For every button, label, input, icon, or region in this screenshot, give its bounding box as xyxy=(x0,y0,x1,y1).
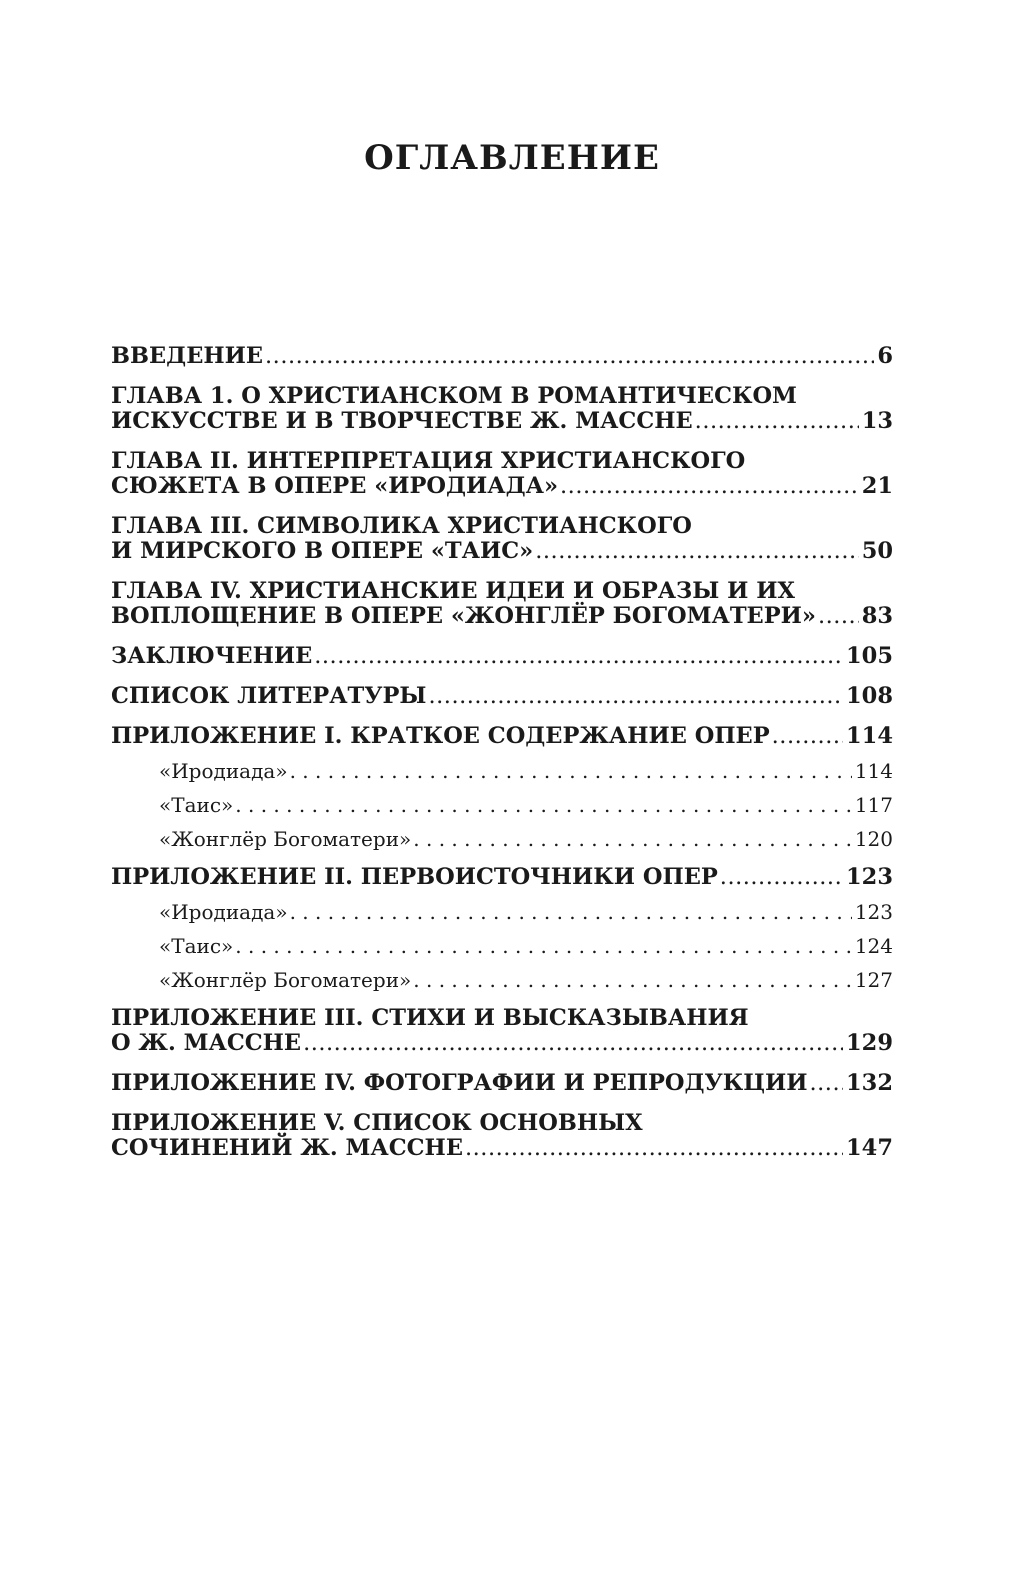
toc-subentry-title: «Жонглёр Богоматери» xyxy=(159,968,412,992)
dot-leader xyxy=(235,935,852,957)
toc-entry-title: ГЛАВА 1. О ХРИСТИАНСКОМ В РОМАНТИЧЕСКОМ xyxy=(111,383,797,409)
toc-page-number: 13 xyxy=(861,408,893,434)
toc-entry-title: ВОПЛОЩЕНИЕ В ОПЕРЕ «ЖОНГЛЁР БОГОМАТЕРИ» xyxy=(111,603,816,629)
toc-entry-title: ГЛАВА III. СИМВОЛИКА ХРИСТИАНСКОГО xyxy=(111,513,692,539)
toc-subentry-title: «Жонглёр Богоматери» xyxy=(159,827,412,851)
toc-subentry-page-number: 117 xyxy=(854,793,893,817)
toc-entry-title: ПРИЛОЖЕНИЕ IV. ФОТОГРАФИИ И РЕПРОДУКЦИИ xyxy=(111,1070,808,1096)
toc-entry xyxy=(111,449,893,499)
toc-subentry xyxy=(111,969,893,991)
dot-leader xyxy=(720,865,843,890)
toc-entry-line-last xyxy=(111,604,893,629)
toc-page-number: 147 xyxy=(846,1135,893,1161)
dot-leader xyxy=(265,344,874,369)
toc-entry-title: СЮЖЕТА В ОПЕРЕ «ИРОДИАДА» xyxy=(111,473,559,499)
toc-page-number: 83 xyxy=(861,603,893,629)
toc-page-number: 114 xyxy=(846,723,893,749)
dot-leader xyxy=(695,409,859,434)
toc-entry-line xyxy=(111,449,893,474)
toc-entry-title: О Ж. МАССНЕ xyxy=(111,1030,302,1056)
toc-entry-title: ПРИЛОЖЕНИЕ I. КРАТКОЕ СОДЕРЖАНИЕ ОПЕР xyxy=(111,723,770,749)
toc-entry xyxy=(111,384,893,434)
toc-entry xyxy=(111,1111,893,1161)
toc-entry-line-last xyxy=(111,644,893,669)
dot-leader xyxy=(290,760,852,782)
toc-page-number: 132 xyxy=(846,1070,893,1096)
toc-entry xyxy=(111,344,893,369)
toc-entry-title: ГЛАВА II. ИНТЕРПРЕТАЦИЯ ХРИСТИАНСКОГО xyxy=(111,448,746,474)
toc-subentry-page-number: 124 xyxy=(854,934,893,958)
toc-entry-title: И МИРСКОГО В ОПЕРЕ «ТАИС» xyxy=(111,538,534,564)
dot-leader xyxy=(810,1071,844,1096)
toc-page-number: 105 xyxy=(846,643,893,669)
toc-subentry-title: «Иродиада» xyxy=(159,759,288,783)
toc-page-number: 21 xyxy=(861,473,893,499)
toc-entry-line-last xyxy=(111,539,893,564)
toc-page-number: 108 xyxy=(846,683,893,709)
toc-entry xyxy=(111,724,893,850)
toc-entry-line-last xyxy=(111,865,893,890)
dot-leader xyxy=(465,1136,843,1161)
dot-leader xyxy=(314,644,843,669)
dot-leader xyxy=(413,969,852,991)
dot-leader xyxy=(413,828,852,850)
dot-leader xyxy=(560,474,859,499)
toc-subentry-page-number: 114 xyxy=(854,759,893,783)
toc-entry-title: СПИСОК ЛИТЕРАТУРЫ xyxy=(111,683,427,709)
toc-subentry xyxy=(111,935,893,957)
toc-entry-title: ГЛАВА IV. ХРИСТИАНСКИЕ ИДЕИ И ОБРАЗЫ И ИХ xyxy=(111,578,795,604)
page-title: ОГЛАВЛЕНИЕ xyxy=(364,138,660,178)
toc-subentry-title: «Таис» xyxy=(159,934,234,958)
toc-entry-title: ВВЕДЕНИЕ xyxy=(111,343,264,369)
toc-entry xyxy=(111,865,893,991)
toc-entry-line-last xyxy=(111,684,893,709)
toc-entry-title: ЗАКЛЮЧЕНИЕ xyxy=(111,643,313,669)
toc-entry xyxy=(111,1071,893,1096)
toc-entry-title: СОЧИНЕНИЙ Ж. МАССНЕ xyxy=(111,1135,463,1161)
toc-subentry xyxy=(111,901,893,923)
toc-entry-line xyxy=(111,579,893,604)
toc-subentry xyxy=(111,760,893,782)
toc-page-number: 123 xyxy=(846,864,893,890)
toc-entry-line-last xyxy=(111,409,893,434)
toc-page-number: 6 xyxy=(877,343,893,369)
toc-entry xyxy=(111,1006,893,1056)
dot-leader xyxy=(535,539,858,564)
toc-entry-title: ПРИЛОЖЕНИЕ III. СТИХИ И ВЫСКАЗЫВАНИЯ xyxy=(111,1005,749,1031)
toc-entry-line xyxy=(111,384,893,409)
toc-entry-line xyxy=(111,1111,893,1136)
toc-entry-line-last xyxy=(111,1031,893,1056)
toc-entry-line xyxy=(111,1006,893,1031)
toc-page-number: 129 xyxy=(846,1030,893,1056)
toc-entry-line-last xyxy=(111,724,893,749)
dot-leader xyxy=(290,901,852,923)
toc-entry-line-last xyxy=(111,474,893,499)
dot-leader xyxy=(303,1031,843,1056)
table-of-contents xyxy=(111,344,893,1161)
toc-subentry-page-number: 123 xyxy=(854,900,893,924)
toc-page-number: 50 xyxy=(861,538,893,564)
toc-subentry-title: «Таис» xyxy=(159,793,234,817)
toc-subentry-page-number: 127 xyxy=(854,968,893,992)
dot-leader xyxy=(428,684,843,709)
toc-entry-title: ПРИЛОЖЕНИЕ V. СПИСОК ОСНОВНЫХ xyxy=(111,1110,643,1136)
toc-entry xyxy=(111,644,893,669)
dot-leader xyxy=(235,794,852,816)
toc-subentry-title: «Иродиада» xyxy=(159,900,288,924)
dot-leader xyxy=(772,724,843,749)
toc-entry-title: ПРИЛОЖЕНИЕ II. ПЕРВОИСТОЧНИКИ ОПЕР xyxy=(111,864,718,890)
toc-entry xyxy=(111,579,893,629)
toc-entry xyxy=(111,684,893,709)
toc-entry-line-last xyxy=(111,1071,893,1096)
toc-entry-line-last xyxy=(111,344,893,369)
toc-subentry xyxy=(111,794,893,816)
dot-leader xyxy=(818,604,859,629)
toc-entry-title: ИСКУССТВЕ И В ТВОРЧЕСТВЕ Ж. МАССНЕ xyxy=(111,408,693,434)
toc-entry-line xyxy=(111,514,893,539)
toc-entry xyxy=(111,514,893,564)
toc-subentry-page-number: 120 xyxy=(854,827,893,851)
toc-entry-line-last xyxy=(111,1136,893,1161)
toc-subentry xyxy=(111,828,893,850)
